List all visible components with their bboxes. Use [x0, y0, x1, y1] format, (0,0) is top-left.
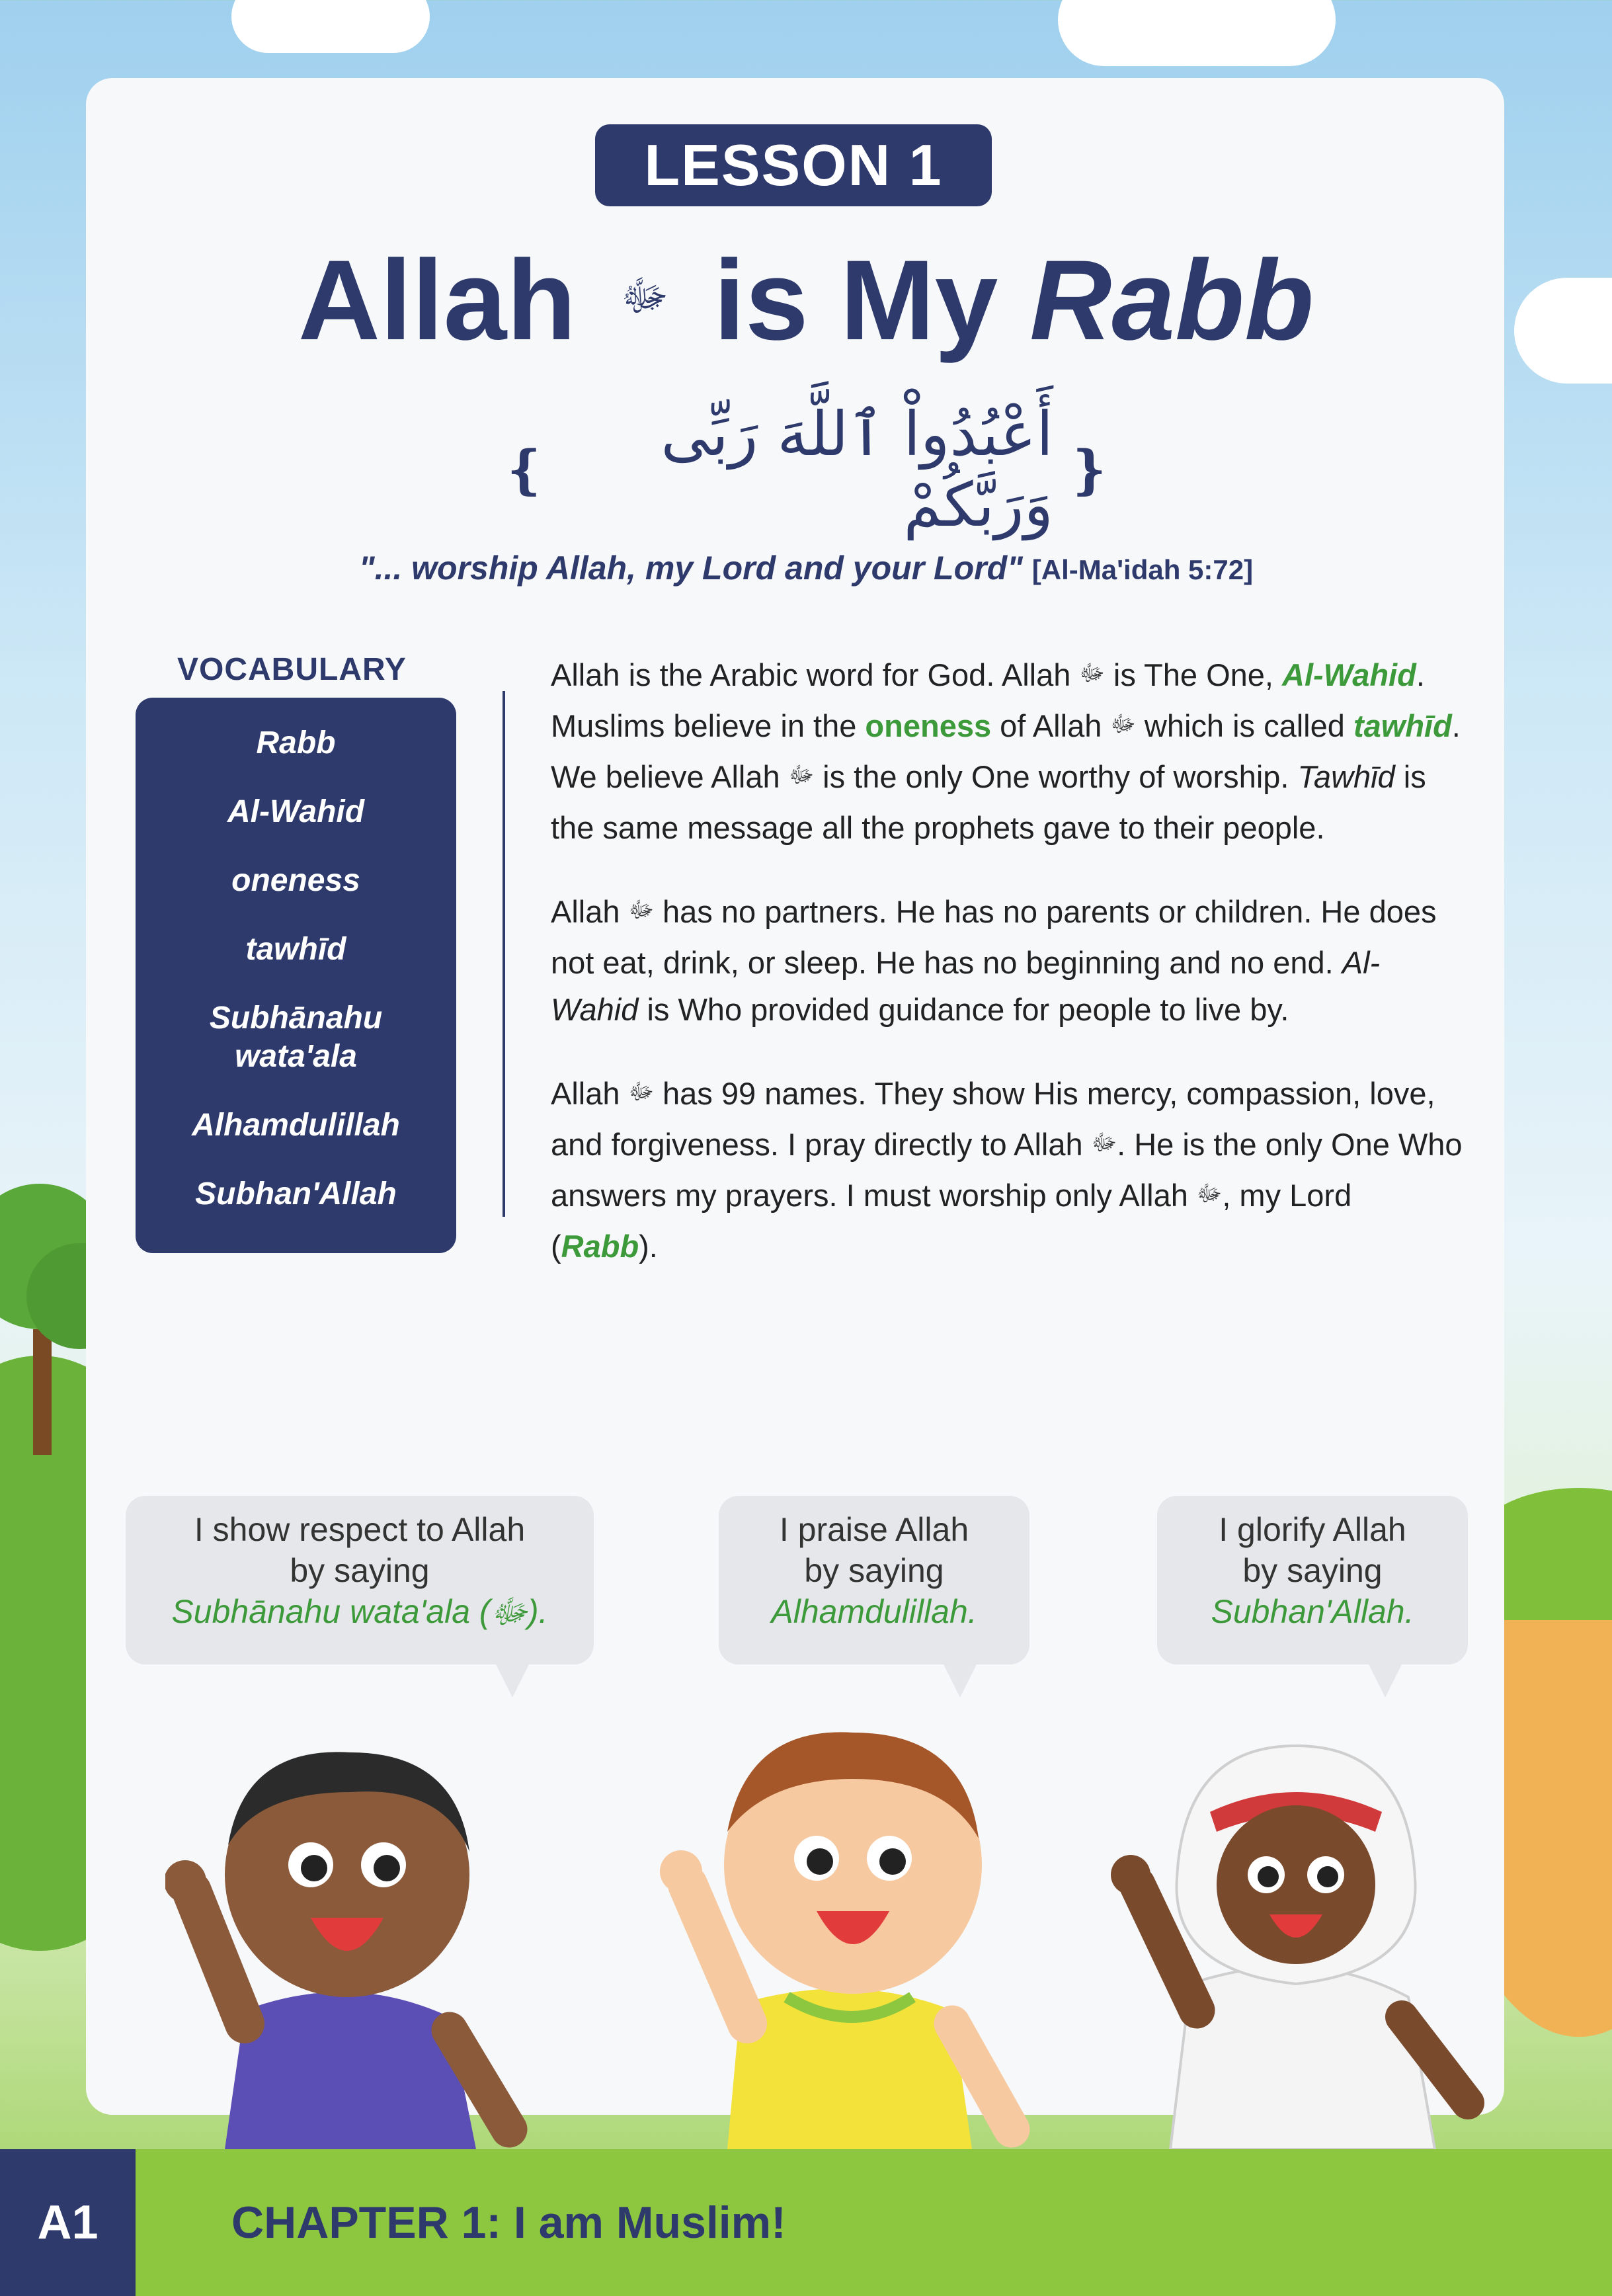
- boy-purple-shirt-illustration: [165, 1733, 536, 2149]
- vocab-item: Rabb: [256, 725, 336, 760]
- honorific-glyph: ﷻ: [621, 271, 669, 321]
- honorific-glyph: ﷻ: [1196, 1181, 1223, 1206]
- keyword-al-wahid-italic: Al-Wahid: [551, 945, 1381, 1027]
- translation-quote: "... worship Allah, my Lord and your Lord": [358, 550, 1023, 587]
- bubble-line: by saying: [804, 1552, 944, 1589]
- text: is the same message all the prophets gave to their people.: [551, 759, 1426, 845]
- lesson-badge: LESSON 1: [595, 124, 992, 206]
- bubble-line: by saying: [290, 1552, 430, 1589]
- text: ).: [639, 1229, 658, 1264]
- honorific-glyph: ﷻ: [1110, 712, 1136, 737]
- ornament-icon: ❴: [503, 438, 547, 501]
- vocab-item: Subhan'Allah: [195, 1176, 397, 1211]
- boy-yellow-shirt-illustration: [655, 1693, 1051, 2149]
- bubble-line: I show respect to Allah: [194, 1511, 526, 1548]
- footer-bar: [0, 2149, 1612, 2296]
- bubble-phrase: Subhan'Allah.: [1211, 1593, 1414, 1630]
- bubble-phrase: Alhamdulillah.: [771, 1593, 977, 1630]
- verse-reference: [Al-Ma'idah 5:72]: [1031, 554, 1254, 585]
- text: is the only One worthy of worship.: [823, 759, 1289, 794]
- cloud: [1058, 0, 1336, 66]
- title-part3: Rabb: [1029, 237, 1314, 364]
- speech-bubble-respect: [126, 1496, 594, 1664]
- vocabulary-box: [136, 698, 456, 1253]
- honorific-glyph: ﷻ: [788, 762, 815, 788]
- vocab-item: tawhīd: [245, 932, 346, 967]
- honorific-glyph: ﷻ: [628, 1079, 654, 1104]
- honorific-glyph: ﷻ: [1079, 661, 1105, 686]
- cloud: [231, 0, 430, 53]
- bubble-line: I praise Allah: [779, 1511, 969, 1548]
- keyword-oneness: oneness: [865, 708, 992, 743]
- paragraph-1: [551, 651, 1463, 851]
- chapter-title: CHAPTER 1: I am Muslim!: [231, 2197, 786, 2248]
- speech-bubble-praise: [719, 1496, 1029, 1664]
- title-part1: Allah: [298, 237, 577, 364]
- honorific-glyph: ﷻ: [628, 897, 654, 922]
- vocab-item: oneness: [231, 863, 360, 898]
- keyword-al-wahid: Al-Wahid: [1282, 657, 1416, 692]
- ornament-icon: ❵: [1066, 438, 1111, 501]
- vocab-item: Al-Wahid: [227, 794, 365, 829]
- text: Allah: [551, 1076, 620, 1111]
- text: of Allah: [1000, 708, 1102, 743]
- keyword-rabb: Rabb: [561, 1229, 639, 1264]
- text: is Who provided guidance for people to live by.: [647, 992, 1289, 1027]
- text: . Muslims believe in the: [551, 657, 1425, 743]
- vocab-item: Subhānahu wata'ala: [209, 1001, 383, 1074]
- honorific-glyph: ﷻ: [1091, 1130, 1117, 1155]
- text: Allah: [551, 894, 620, 929]
- arabic-verse-text: أَعْبُدُواْ ٱللَّهَ رَبِّى وَرَبَّكُمْ: [661, 399, 1053, 540]
- text: , my Lord (: [551, 1178, 1352, 1264]
- text: which is called: [1144, 708, 1345, 743]
- lesson-body: [551, 651, 1463, 1307]
- page-number: A1: [0, 2149, 136, 2296]
- text: . We believe Allah: [551, 708, 1461, 794]
- speech-bubble-glorify: [1157, 1496, 1468, 1664]
- text: Allah is the Arabic word for God. Allah: [551, 657, 1071, 692]
- arabic-verse: [489, 399, 1124, 540]
- paragraph-3: [551, 1070, 1463, 1270]
- text: . He is the only One Who answers my prayers. I must worship only Allah: [551, 1127, 1463, 1213]
- page-title: [0, 238, 1612, 363]
- bubble-line: I glorify Allah: [1219, 1511, 1406, 1548]
- bubble-line: by saying: [1242, 1552, 1383, 1589]
- text: is The One,: [1113, 657, 1273, 692]
- text: has 99 names. They show His mercy, compassion, love, and forgiveness. I pray directly to Allah: [551, 1076, 1435, 1162]
- girl-headscarf-illustration: [1098, 1733, 1494, 2149]
- text: has no partners. He has no parents or children. He does not eat, drink, or sleep. He has no beginning and no end.: [551, 894, 1437, 980]
- verse-translation: [0, 549, 1612, 587]
- vocab-item: Alhamdulillah: [192, 1108, 400, 1143]
- bubble-phrase: Subhānahu wata'ala (ﷻ).: [171, 1593, 548, 1630]
- paragraph-2: [551, 888, 1463, 1033]
- title-part2: is My: [713, 237, 998, 364]
- vertical-divider: [503, 691, 505, 1217]
- keyword-tawhid-italic: Tawhīd: [1297, 759, 1395, 794]
- vocabulary-heading: VOCABULARY: [177, 652, 407, 687]
- keyword-tawhid: tawhīd: [1353, 708, 1452, 743]
